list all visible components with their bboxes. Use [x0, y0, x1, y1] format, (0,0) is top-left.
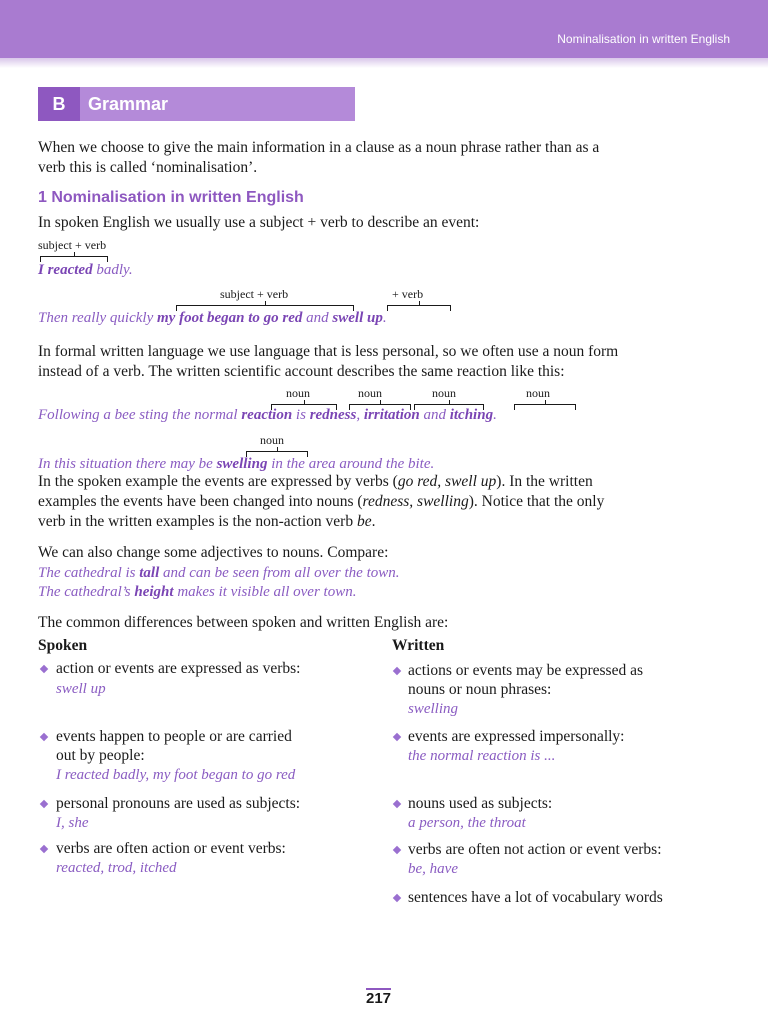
- intro-line-1: When we choose to give the main information in a clause as a noun phrase rather than as a: [38, 139, 600, 156]
- header-shade: [0, 58, 768, 68]
- example-emphasis: itching: [449, 407, 494, 423]
- spoken-example-1: swell up: [56, 681, 106, 697]
- section-letter: B: [38, 87, 80, 121]
- bullet-diamond-icon: [40, 800, 48, 808]
- bullet-diamond-icon: [393, 800, 401, 808]
- label-verb: + verb: [392, 287, 424, 301]
- spoken-example-4: reacted, trod, itched: [56, 860, 177, 876]
- bracket: [387, 305, 451, 311]
- example-text: The cathedral is: [38, 565, 140, 581]
- bullet-diamond-icon: [393, 846, 401, 854]
- example-cathedral-tall: [38, 563, 400, 583]
- bullet-diamond-icon: [40, 665, 48, 673]
- example-text: .: [382, 310, 387, 326]
- example-text: and can be seen from all over the town.: [159, 565, 400, 581]
- bullet-diamond-icon: [393, 894, 401, 902]
- spoken-heading: Spoken: [38, 637, 88, 654]
- bullet-diamond-icon: [40, 733, 48, 741]
- spoken-item-2: events happen to people or are carried: [56, 728, 292, 745]
- example-emphasis: tall: [139, 565, 160, 581]
- example-text: badly.: [92, 262, 133, 278]
- example-bee-sting: [38, 405, 497, 425]
- adjective-lead: We can also change some adjectives to nouns. Compare:: [38, 544, 389, 561]
- label-subject-verb: subject + verb: [220, 287, 289, 301]
- spoken-example-3: I, she: [56, 815, 89, 831]
- italic-text: redness, swelling: [362, 493, 469, 510]
- example-text: and: [419, 407, 450, 423]
- spoken-item-2-cont: out by people:: [56, 747, 145, 764]
- example-text: and: [302, 310, 333, 326]
- written-item-1: actions or events may be expressed as: [408, 662, 644, 679]
- label-subject-verb: subject + verb: [38, 238, 107, 252]
- written-example-4: be, have: [408, 861, 458, 877]
- written-item-5: sentences have a lot of vocabulary words: [408, 889, 663, 906]
- written-item-3: nouns used as subjects:: [408, 795, 553, 812]
- example-foot: [38, 308, 387, 328]
- spoken-item-3: personal pronouns are used as subjects:: [56, 795, 301, 812]
- header-band: [0, 0, 768, 58]
- example-emphasis: redness: [309, 407, 357, 423]
- text: verb in the written examples is the non-action verb: [38, 513, 357, 530]
- spoken-lead: In spoken English we usually use a subject + verb to describe an event:: [38, 214, 480, 231]
- label-noun: noun: [358, 386, 382, 400]
- page-number: 217: [366, 990, 392, 1007]
- text: .: [371, 513, 376, 530]
- example-emphasis: I reacted: [38, 262, 93, 278]
- bullet-diamond-icon: [393, 733, 401, 741]
- explain-line-2: [38, 492, 604, 512]
- example-text: The cathedral’s: [38, 584, 135, 600]
- bullet-diamond-icon: [393, 667, 401, 675]
- section-title: Grammar: [88, 94, 169, 114]
- example-emphasis: my foot began to go red: [157, 310, 303, 326]
- example-swelling: [38, 454, 434, 474]
- formal-line-1: In formal written language we use language that is less personal, so we often use a noun form: [38, 343, 619, 360]
- written-example-2: the normal reaction is ...: [408, 748, 556, 764]
- example-text: in the area around the bite.: [267, 456, 435, 472]
- example-text: .: [493, 407, 497, 423]
- subsection-title: 1 Nominalisation in written English: [38, 189, 304, 206]
- example-emphasis: swell up: [332, 310, 383, 326]
- italic-text: be: [356, 513, 372, 530]
- formal-line-2: instead of a verb. The written scientific account describes the same reaction like this:: [38, 363, 565, 380]
- bullet-diamond-icon: [40, 845, 48, 853]
- written-example-1: swelling: [408, 701, 459, 717]
- example-text: In this situation there may be: [38, 456, 217, 472]
- intro-line-2: verb this is called ‘nominalisation’.: [38, 159, 258, 176]
- example-text: is: [292, 407, 310, 423]
- written-heading: Written: [392, 637, 445, 654]
- spoken-item-1: action or events are expressed as verbs:: [56, 660, 301, 677]
- example-emphasis: swelling: [216, 456, 268, 472]
- example-text: ,: [356, 407, 364, 423]
- written-item-2: events are expressed impersonally:: [408, 728, 625, 745]
- example-text: Following a bee sting the normal: [38, 407, 242, 423]
- bracket: [514, 404, 576, 410]
- explain-line-1: [38, 472, 593, 492]
- text: ). In the written: [496, 473, 593, 490]
- spoken-example-2: I reacted badly, my foot began to go red: [56, 767, 296, 783]
- differences-lead: The common differences between spoken and written English are:: [38, 614, 449, 631]
- italic-text: go red, swell up: [397, 473, 497, 490]
- example-emphasis: reaction: [241, 407, 293, 423]
- text: examples the events have been changed into nouns (: [38, 493, 363, 510]
- example-text: makes it visible all over town.: [173, 584, 357, 600]
- running-title: Nominalisation in written English: [557, 32, 730, 46]
- section-heading: [38, 87, 355, 121]
- text: ). Notice that the only: [468, 493, 605, 510]
- label-noun: noun: [260, 433, 284, 447]
- label-noun: noun: [526, 386, 550, 400]
- example-emphasis: height: [134, 584, 174, 600]
- example-emphasis: irritation: [363, 407, 420, 423]
- label-noun: noun: [432, 386, 456, 400]
- example-text: Then really quickly: [38, 310, 157, 326]
- written-item-4: verbs are often not action or event verbs:: [408, 841, 662, 858]
- written-example-3: a person, the throat: [408, 815, 526, 831]
- written-item-1-cont: nouns or noun phrases:: [408, 681, 552, 698]
- label-noun: noun: [286, 386, 310, 400]
- spoken-item-4: verbs are often action or event verbs:: [56, 840, 286, 857]
- example-reacted: [38, 260, 133, 280]
- example-cathedral-height: [38, 582, 356, 602]
- text: In the spoken example the events are expressed by verbs (: [38, 473, 398, 490]
- explain-line-3: [38, 512, 375, 532]
